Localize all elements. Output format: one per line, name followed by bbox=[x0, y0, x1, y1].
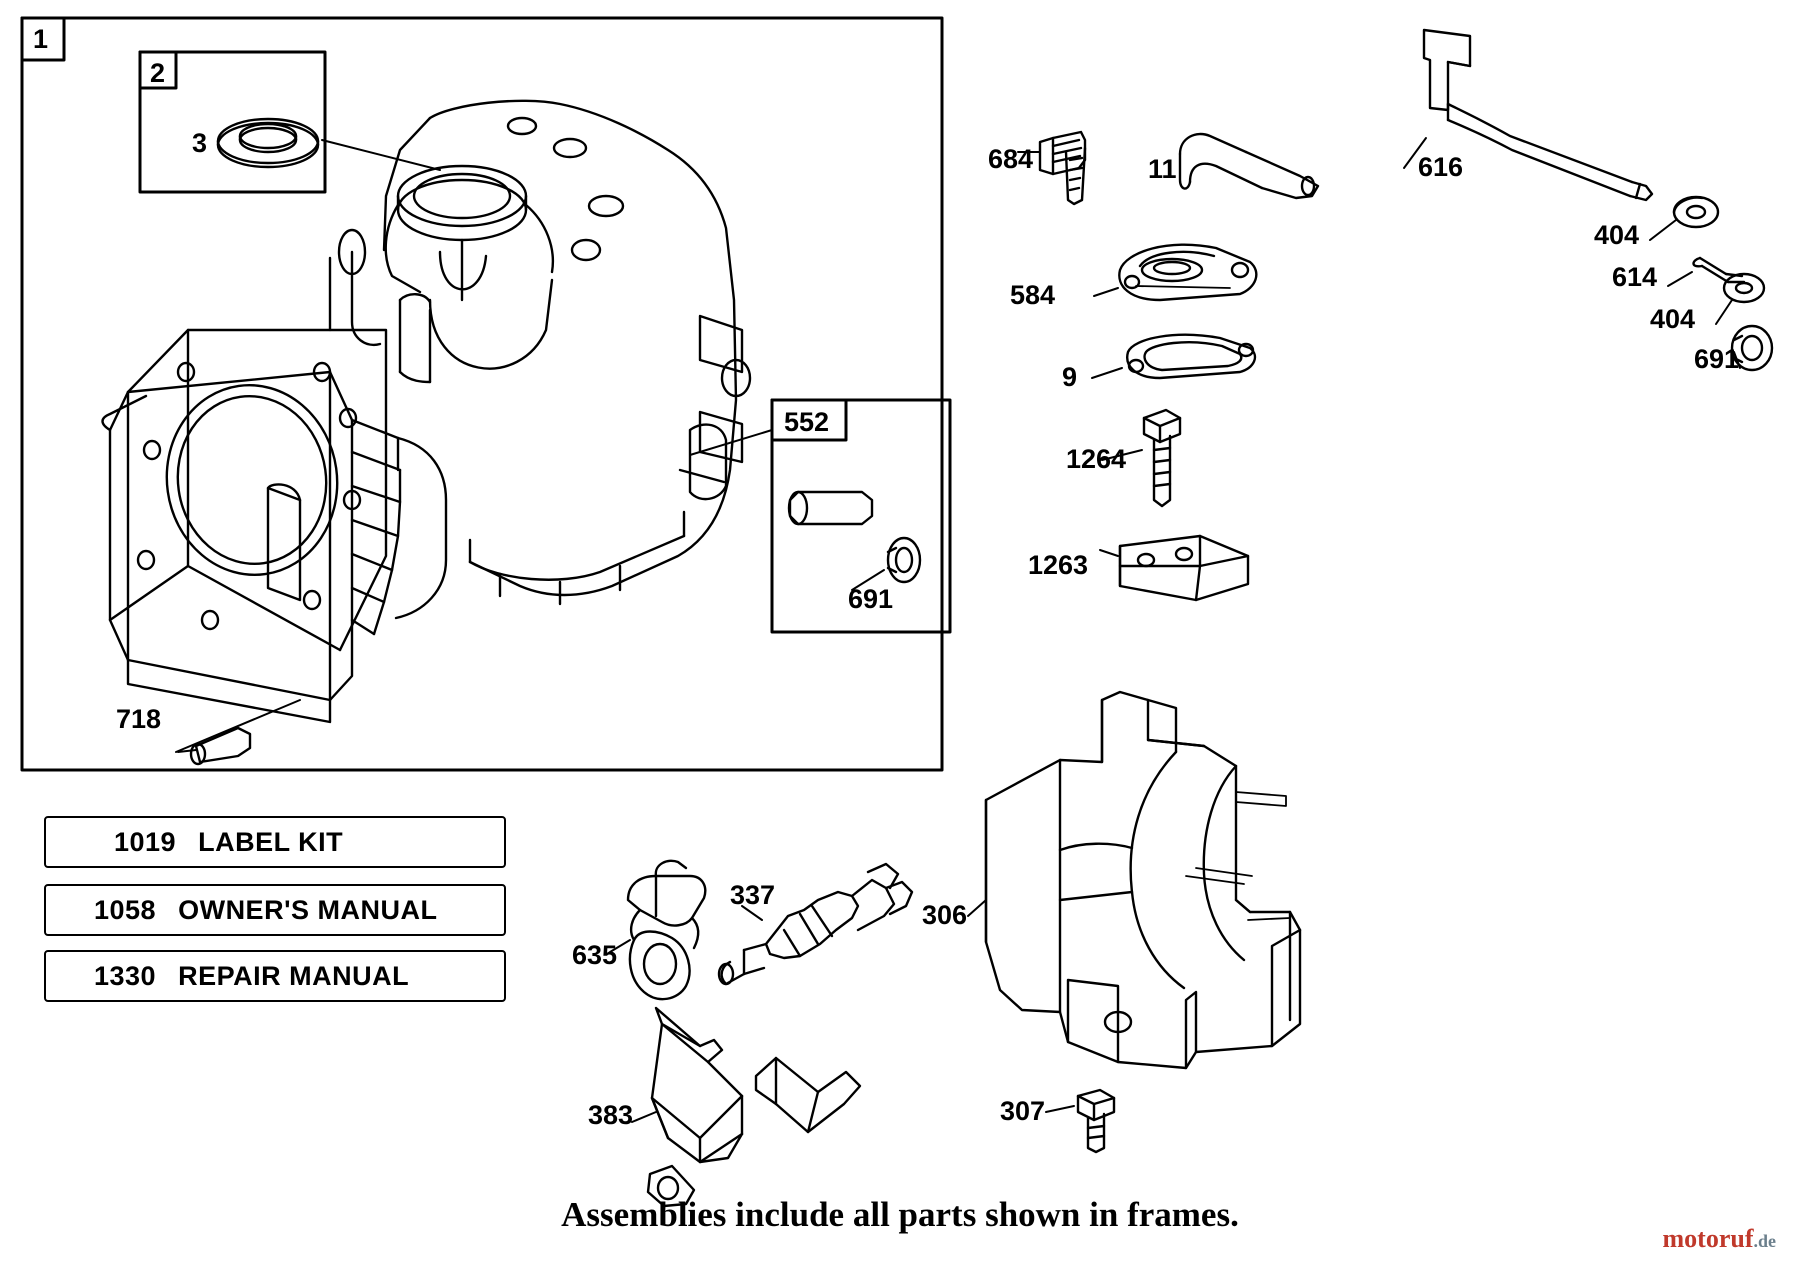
kit-name: REPAIR MANUAL bbox=[178, 960, 410, 991]
kit-row-owners-manual bbox=[44, 884, 506, 936]
watermark-name: motoruf bbox=[1662, 1224, 1754, 1253]
callout-383: 383 bbox=[588, 1100, 634, 1130]
watermark-suffix: .de bbox=[1753, 1231, 1776, 1251]
kit-name: OWNER'S MANUAL bbox=[178, 894, 438, 925]
kit-row-label-kit bbox=[44, 816, 506, 868]
callout-307: 307 bbox=[1000, 1096, 1046, 1126]
callout-1263: 1263 bbox=[1028, 550, 1089, 580]
kit-number: 1019 bbox=[114, 826, 177, 857]
callout-684: 684 bbox=[988, 144, 1034, 174]
callout-691-a: 691 bbox=[848, 584, 894, 614]
callout-718: 718 bbox=[116, 704, 162, 734]
callout-616: 616 bbox=[1418, 152, 1464, 182]
kit-row-repair-manual bbox=[44, 950, 506, 1002]
kit-name: LABEL KIT bbox=[198, 826, 344, 857]
kit-number: 1330 bbox=[94, 960, 157, 991]
callout-635: 635 bbox=[572, 940, 618, 970]
callout-306: 306 bbox=[922, 900, 968, 930]
frame-label-1: 1 bbox=[33, 24, 49, 54]
callout-691-b: 691 bbox=[1694, 344, 1740, 374]
diagram-caption: Assemblies include all parts shown in frames. bbox=[561, 1195, 1239, 1234]
frame-label-2: 2 bbox=[150, 58, 166, 88]
callout-3: 3 bbox=[192, 128, 208, 158]
kit-number: 1058 bbox=[94, 894, 157, 925]
frame-label-552: 552 bbox=[784, 407, 830, 437]
watermark bbox=[1663, 1224, 1776, 1254]
callout-404-a: 404 bbox=[1594, 220, 1640, 250]
callout-11: 11 bbox=[1148, 154, 1177, 184]
callout-614: 614 bbox=[1612, 262, 1658, 292]
callout-1264: 1264 bbox=[1066, 444, 1127, 474]
callout-584: 584 bbox=[1010, 280, 1056, 310]
callout-337: 337 bbox=[730, 880, 776, 910]
callout-404-b: 404 bbox=[1650, 304, 1696, 334]
callout-9: 9 bbox=[1062, 362, 1078, 392]
